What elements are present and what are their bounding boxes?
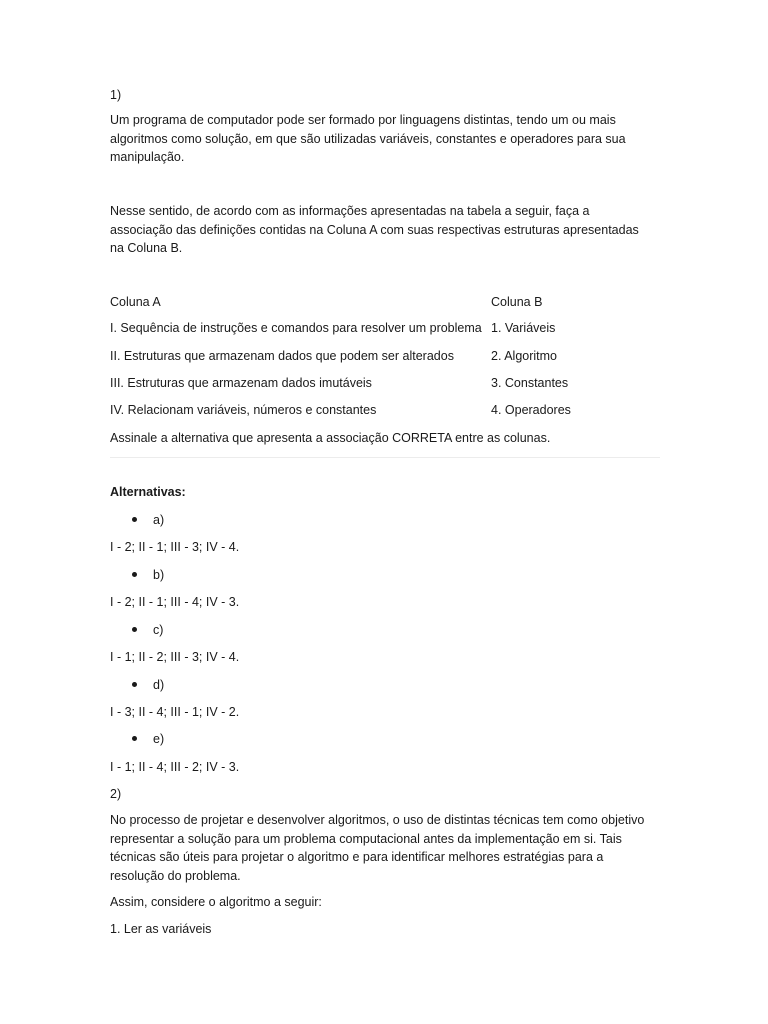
alternative-e-letter[interactable]: e) xyxy=(132,730,164,748)
column-a-item-3: III. Estruturas que armazenam dados imutáveis xyxy=(110,376,372,390)
bullet-icon xyxy=(132,627,137,632)
question-1-prompt: Assinale a alternativa que apresenta a associação CORRETA entre as colunas. xyxy=(110,431,551,445)
alternative-e-text[interactable]: I - 1; II - 4; III - 2; IV - 3. xyxy=(110,760,240,774)
question-2-step-1: 1. Ler as variáveis xyxy=(110,922,212,936)
alternative-d-letter[interactable]: d) xyxy=(132,676,164,694)
bullet-icon xyxy=(132,572,137,577)
alternative-d-text[interactable]: I - 3; II - 4; III - 1; IV - 2. xyxy=(110,705,240,719)
question-2-consider: Assim, considere o algoritmo a seguir: xyxy=(110,895,322,909)
alternative-a-letter[interactable]: a) xyxy=(132,511,164,529)
alternative-b-text[interactable]: I - 2; II - 1; III - 4; IV - 3. xyxy=(110,595,240,609)
column-b-item-1: 1. Variáveis xyxy=(491,321,556,335)
question-1-instruction: Nesse sentido, de acordo com as informações apresentadas na tabela a seguir, faça a associação das definições contidas na Coluna A com suas respectivas estruturas apresentadas na Coluna B. xyxy=(110,204,639,255)
column-a-item-2: II. Estruturas que armazenam dados que podem ser alterados xyxy=(110,349,454,363)
column-b-item-3: 3. Constantes xyxy=(491,376,569,390)
alternative-a-text[interactable]: I - 2; II - 1; III - 3; IV - 4. xyxy=(110,540,240,554)
column-b-header: Coluna B xyxy=(491,295,543,309)
question-1-number: 1) xyxy=(110,88,122,102)
question-1-intro: Um programa de computador pode ser formado por linguagens distintas, tendo um ou mais algoritmos como solução, em que são utilizadas variáveis, constantes e operadores para sua manipulação. xyxy=(110,113,626,164)
alternative-c-letter[interactable]: c) xyxy=(132,621,163,639)
column-b-item-4: 4. Operadores xyxy=(491,403,571,417)
bullet-icon xyxy=(132,517,137,522)
column-a-header: Coluna A xyxy=(110,295,161,309)
alternatives-label: Alternativas: xyxy=(110,485,186,499)
bullet-icon xyxy=(132,682,137,687)
column-a-item-1: I. Sequência de instruções e comandos para resolver um problema xyxy=(110,321,482,335)
question-2-number: 2) xyxy=(110,787,122,801)
alternative-c-text[interactable]: I - 1; II - 2; III - 3; IV - 4. xyxy=(110,650,240,664)
column-b-item-2: 2. Algoritmo xyxy=(491,349,558,363)
divider xyxy=(110,457,660,458)
alternative-b-letter[interactable]: b) xyxy=(132,566,164,584)
bullet-icon xyxy=(132,736,137,741)
column-a-item-4: IV. Relacionam variáveis, números e constantes xyxy=(110,403,377,417)
question-2-intro: No processo de projetar e desenvolver algoritmos, o uso de distintas técnicas tem como objetivo representar a solução para um problema computacional antes da implementação em si. Tais técnicas são úteis para projetar o algoritmo e para identificar melhores estratégias para a resolução do problema. xyxy=(110,813,645,883)
